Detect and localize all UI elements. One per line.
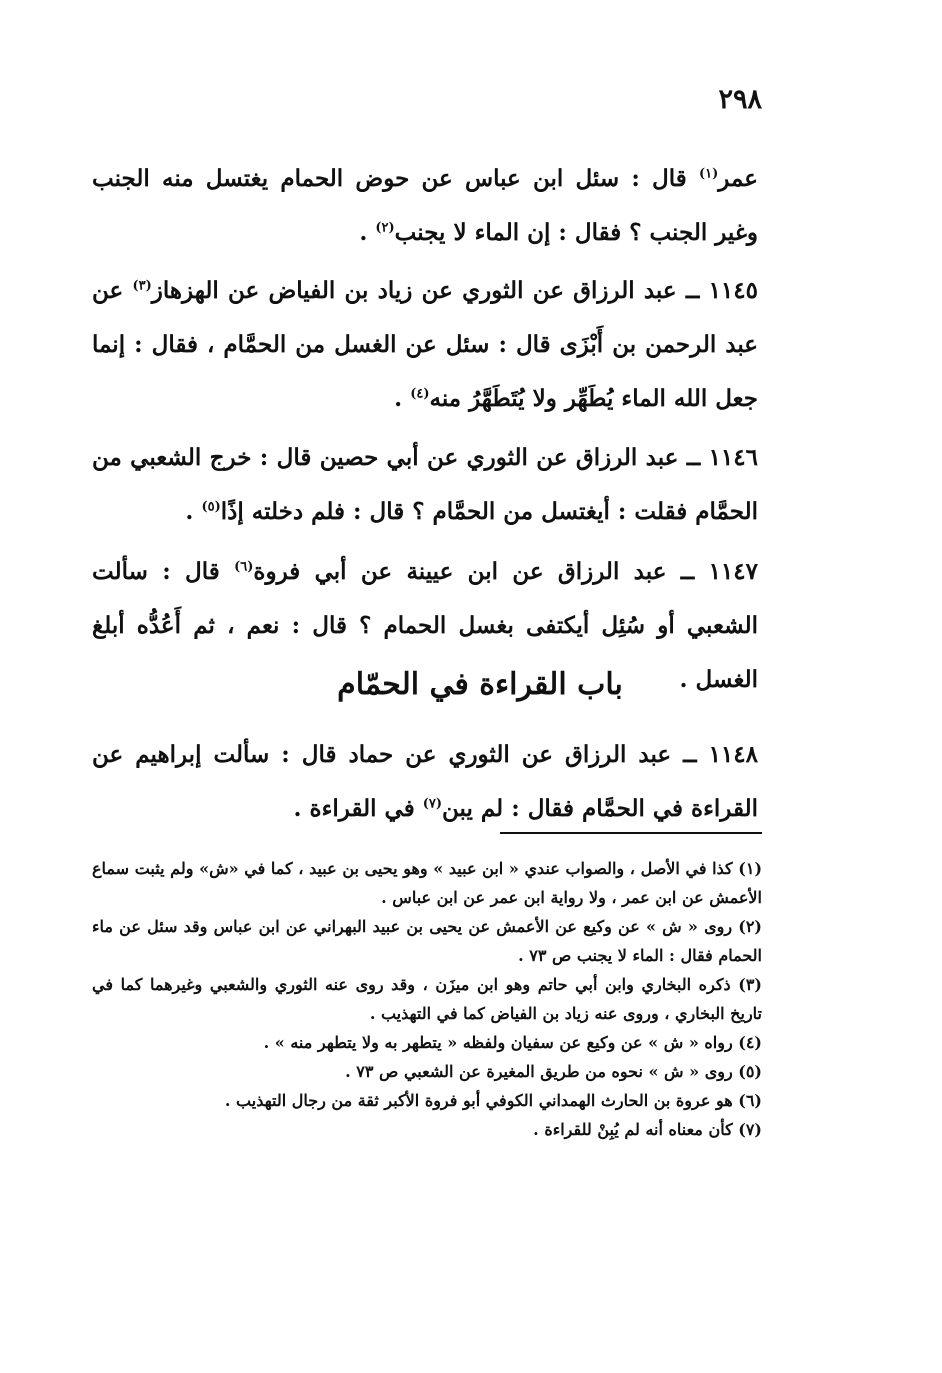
footnote-marker: (٣)	[132, 278, 152, 294]
paragraph-text: ١١٤٧ ــ عبد الرزاق عن ابن عيينة عن أبي فروة	[253, 558, 758, 585]
paragraph-text: قال : سألت الشعبي أو سُئِل أيكتفى بغسل الحمام ؟ قال : نعم ، ثم أَعُدُّه أبلغ الغسل .	[92, 558, 758, 693]
footnote-divider	[500, 832, 762, 834]
paragraph-text: في القراءة .	[293, 795, 423, 822]
footnote: (٥) روى « ش » نحوه من طريق المغيرة عن الشعبي ص ٧٣ .	[345, 1062, 762, 1081]
paragraph-text: .	[394, 385, 411, 412]
paragraph-text: عمر	[718, 165, 758, 192]
paragraph-text: .	[359, 219, 376, 246]
footnote-marker: (٥)	[201, 499, 221, 515]
paragraph-text: ١١٤٥ ــ عبد الرزاق عن الثوري عن زياد بن الفياض عن الهزهاز	[151, 277, 758, 304]
page-number: ٢٩٨	[718, 84, 762, 115]
chapter-heading: باب القراءة في الحمّام	[337, 667, 623, 702]
hadith-paragraph-1148	[92, 728, 758, 836]
footnote: (٦) هو عروة بن الحارث الهمداني الكوفي أبو فروة الأكبر ثقة من رجال التهذيب .	[224, 1091, 762, 1110]
footnote-marker: (٢)	[375, 220, 395, 236]
footnote: (٧) كأن معناه أنه لم يُبِنْ للقراءة .	[533, 1120, 762, 1139]
footnote: (٤) رواه « ش » عن وكيع عن سفيان ولفظه « يتطهر به ولا يتطهر منه » .	[263, 1033, 762, 1052]
footnote-marker: (٤)	[410, 386, 430, 402]
paragraph-text: ١١٤٦ ــ عبد الرزاق عن الثوري عن أبي حصين قال : خرج الشعبي من الحمَّام فقلت : أيغتسل من الحمَّام ؟ قال : فلم دخلته إذًا	[92, 444, 758, 525]
hadith-paragraph-1146	[92, 431, 758, 539]
footnote: (١) كذا في الأصل ، والصواب عندي « ابن عبيد » وهو يحيى بن عبيد ، كما في «ش» ولم يثبت سماع الأعمش عن ابن عمر ، ولا رواية ابن عمر عن ابن عباس .	[92, 859, 763, 907]
paragraph-text: قال : سئل ابن عباس عن حوض الحمام يغتسل منه الجنب وغير الجنب ؟ فقال : إن الماء لا يجنب	[92, 165, 758, 246]
paragraph	[92, 152, 758, 260]
footnote: (٣) ذكره البخاري وابن أبي حاتم وهو ابن ميزَن ، وقد روى عنه الثوري والشعبي وغيرهما كما في تاريخ البخاري ، وروى عنه زياد بن الفياض كما في التهذيب .	[92, 975, 762, 1023]
hadith-paragraph-1145	[92, 264, 758, 426]
footnote: (٢) روى « ش » عن وكيع عن الأعمش عن يحيى بن عبيد البهراني عن ابن عباس وقد سئل عن ماء الحمام فقال : الماء لا يجنب ص ٧٣ .	[92, 917, 762, 965]
paragraph-text: ١١٤٨ ــ عبد الرزاق عن الثوري عن حماد قال : سألت إبراهيم عن القراءة في الحمَّام فقال : لم يبن	[92, 741, 758, 822]
paragraph-text: .	[185, 498, 202, 525]
paragraph-text: عن عبد الرحمن بن أَبْزَى قال : سئل عن الغسل من الحمَّام ، فقال : إنما جعل الله الماء يُطَهِّر ولا يُتَطَهَّرُ منه	[92, 277, 758, 412]
footnotes	[92, 854, 762, 1144]
footnote-marker: (١)	[698, 166, 719, 182]
footnote-marker: (٧)	[422, 796, 443, 812]
footnote-marker: (٦)	[234, 559, 254, 575]
